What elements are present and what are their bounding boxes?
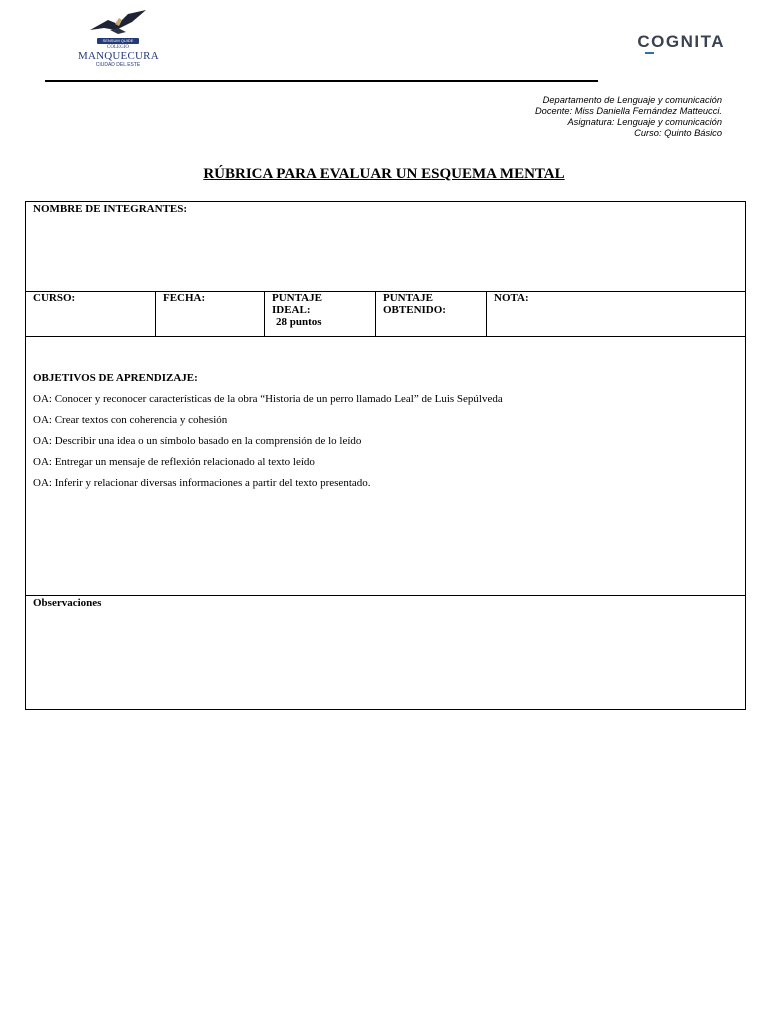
nota-label: NOTA: — [494, 292, 529, 304]
department-info — [535, 95, 722, 139]
objectives-section — [26, 372, 745, 596]
school-name: MANQUECURA — [78, 50, 159, 62]
cognita-accent-mark — [645, 52, 654, 54]
objective-item: OA: Inferir y relacionar diversas informaciones a partir del texto presentado. — [33, 477, 371, 489]
school-motto: SENSUM QUIDE — [97, 38, 139, 44]
names-section[interactable] — [26, 202, 745, 292]
cognita-logo: COGNITA — [637, 32, 725, 51]
document-title: RÚBRICA PARA EVALUAR UN ESQUEMA MENTAL — [203, 166, 565, 182]
fecha-cell[interactable] — [156, 292, 265, 336]
observations-label: Observaciones — [33, 597, 102, 609]
rubric-form — [25, 201, 746, 710]
objectives-label: OBJETIVOS DE APRENDIZAJE: — [33, 372, 198, 384]
puntaje-obtenido-label: PUNTAJE OBTENIDO: — [383, 292, 446, 316]
observations-section[interactable] — [26, 596, 745, 709]
school-logo — [78, 8, 158, 74]
puntaje-ideal-cell — [265, 292, 376, 336]
objective-item: OA: Conocer y reconocer características de la obra “Historia de un perro llamado Leal” de Luis Sepúlveda — [33, 393, 503, 405]
nota-cell[interactable] — [487, 292, 745, 336]
puntaje-ideal-value: 28 puntos — [276, 316, 322, 328]
objective-item: OA: Entregar un mensaje de reflexión relacionado al texto leído — [33, 456, 315, 468]
puntaje-ideal-label: PUNTAJE IDEAL: — [272, 292, 322, 316]
school-prefix: COLEGIO — [107, 45, 129, 50]
curso-label: CURSO: — [33, 292, 76, 304]
curso-cell[interactable] — [26, 292, 156, 336]
puntaje-obtenido-cell[interactable] — [376, 292, 487, 336]
objective-item: OA: Describir una idea o un símbolo basado en la comprensión de lo leído — [33, 435, 362, 447]
info-row — [26, 292, 745, 337]
fecha-label: FECHA: — [163, 292, 206, 304]
department-line: Departamento de Lenguaje y comunicación — [542, 95, 722, 105]
subject-line: Asignatura: Lenguaje y comunicación — [567, 117, 722, 127]
teacher-line: Docente: Miss Daniella Fernández Matteucci. — [534, 106, 722, 116]
names-label: NOMBRE DE INTEGRANTES: — [33, 203, 188, 215]
school-city: CIUDAD DEL ESTE — [95, 62, 141, 68]
header-rule — [45, 80, 598, 82]
condor-icon — [88, 8, 148, 38]
objective-item: OA: Crear textos con coherencia y cohesión — [33, 414, 228, 426]
course-line: Curso: Quinto Básico — [634, 128, 722, 138]
